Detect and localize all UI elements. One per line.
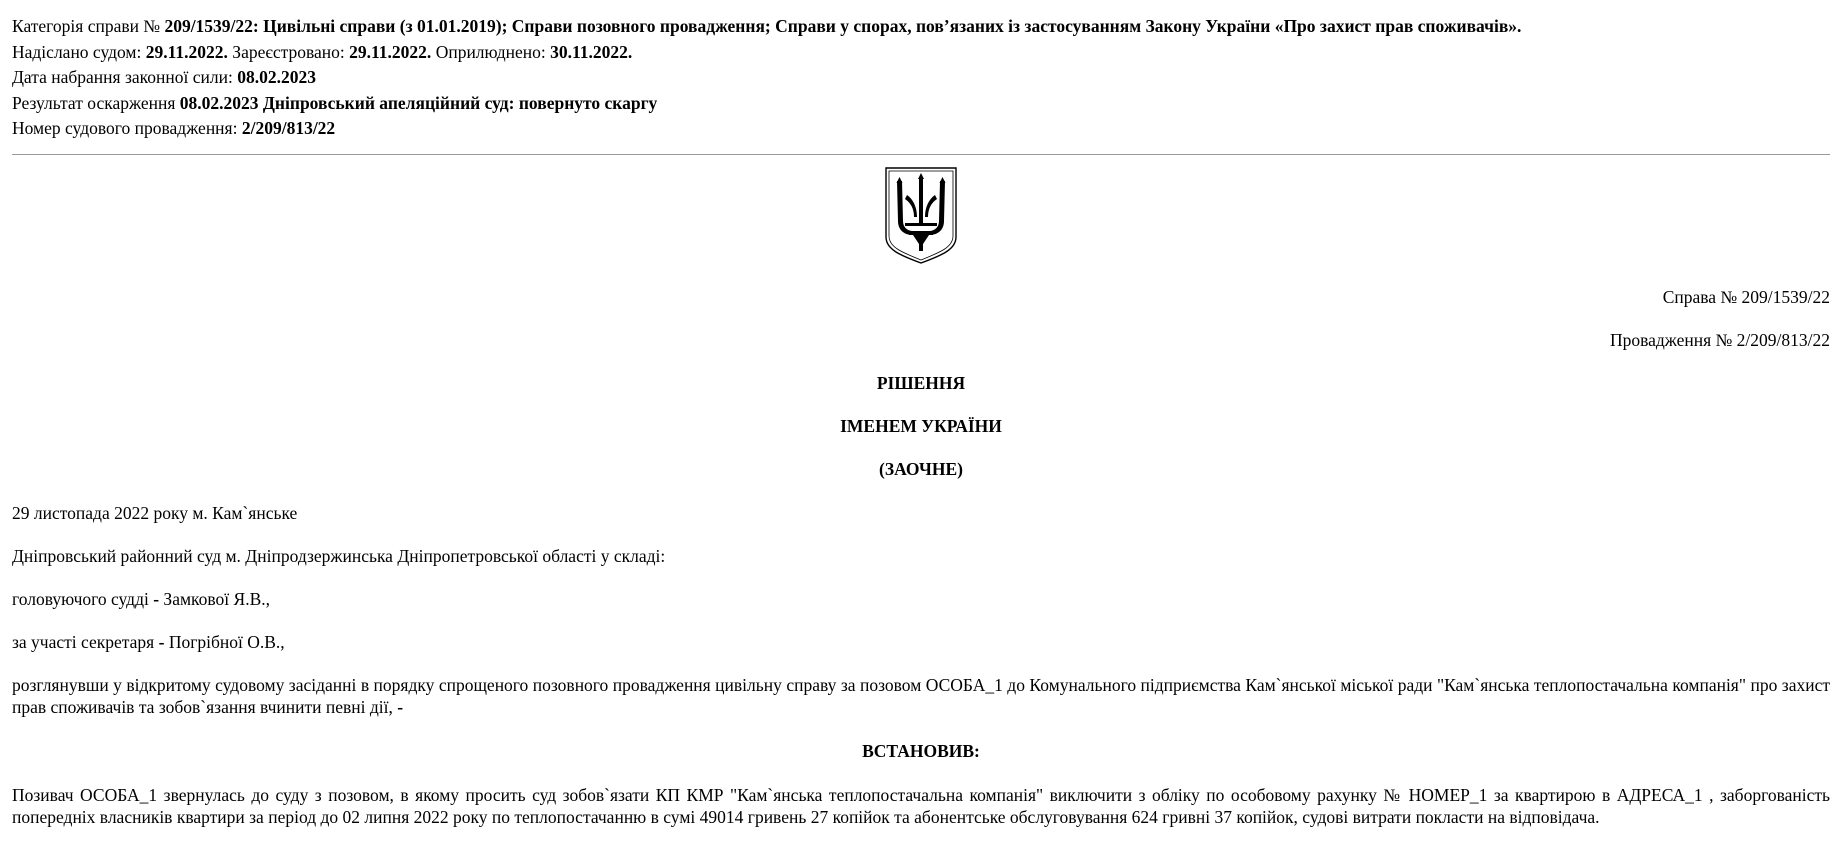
emblem-container (12, 165, 1830, 265)
effective-label: Дата набрання законної сили: (12, 67, 238, 87)
considered-dash: - (397, 696, 404, 717)
considered-paragraph (12, 674, 1830, 718)
case-category (12, 14, 1830, 40)
case-dates (12, 40, 1830, 66)
in-the-name-title: ІМЕНЕМ УКРАЇНИ (840, 415, 1002, 436)
secretary-label: за участі секретаря (12, 631, 159, 652)
appeal-label: Результат оскарження (12, 92, 180, 113)
divider (12, 154, 1830, 155)
presiding-judge (12, 588, 1830, 610)
published-value: 30.11.2022. (550, 41, 633, 62)
effective-value: 08.02.2023 (237, 67, 316, 87)
sent-value: 29.11.2022. (145, 41, 228, 62)
published-label: Оприлюднено: (431, 41, 551, 62)
coat-of-arms-icon (883, 165, 959, 265)
secretary-dash: - (158, 631, 165, 652)
appeal-value: 08.02.2023 Дніпровський апеляційний суд: повернуто скаргу (179, 92, 658, 113)
appeal-result (12, 91, 1830, 117)
registered-value: 29.11.2022. (349, 41, 432, 62)
sent-label: Надіслано судом: (12, 41, 146, 62)
category-value: 209/1539/22: Цивільні справи (з 01.01.2019); Справи позовного провадження; Справи у спорах, пов’язаних із застосуванням Закону України «Про захист прав споживачів». (164, 16, 1522, 36)
category-label: Категорія справи № (12, 16, 165, 36)
case-number: Справа № 209/1539/22 (1662, 286, 1830, 307)
default-judgment-title: (ЗАОЧНЕ) (879, 458, 963, 479)
judge-label: головуючого судді (12, 588, 154, 609)
proceeding-label: Номер судового провадження: (12, 118, 242, 138)
claim-paragraph: Позивач ОСОБА_1 звернулась до суду з позовом, в якому просить суд зобов`язати КП КМР "Кам`янська теплопостачальна компанія" виключити з обліку по особовому рахунку № НОМЕР_1 за квартирою в АДРЕСА_1 , заборгованість попередніх власників квартири за період до 02 липня 2022 року по теплопостачанню в сумі 49014 гривень 27 копійок та абонентське обслуговування 624 гривні 37 копійок, судові витрати покласти на відповідача. (12, 784, 1830, 827)
considered-text: розглянувши у відкритому судовому засіданні в порядку спрощеного позовного провадження цивільну справу за позовом ОСОБА_1 до Комунального підприємства Кам`янської міської ради "Кам`янська теплопостачальна компанія" про захист прав споживачів та зобов`язання вчинити певні дії, (12, 674, 1830, 717)
secretary (12, 631, 1830, 653)
case-metadata (12, 0, 1830, 142)
established-title: ВСТАНОВИВ: (862, 740, 980, 761)
proceeding-number-right: Провадження № 2/209/813/22 (1609, 329, 1830, 350)
proceeding-value: 2/209/813/22 (241, 118, 336, 138)
proceeding-number (12, 116, 1830, 142)
registered-label: Зареєстровано: (227, 41, 350, 62)
court-composition: Дніпровський районний суд м. Дніпродзержинська Дніпропетровської області у складі: (12, 545, 666, 566)
decision-title: РІШЕННЯ (876, 372, 966, 393)
judge-dash: - (153, 588, 160, 609)
secretary-name: Погрібної О.В., (164, 631, 285, 652)
effective-date (12, 65, 1830, 91)
judge-name: Замкової Я.В., (159, 588, 270, 609)
date-place: 29 листопада 2022 року м. Кам`янське (12, 502, 298, 523)
